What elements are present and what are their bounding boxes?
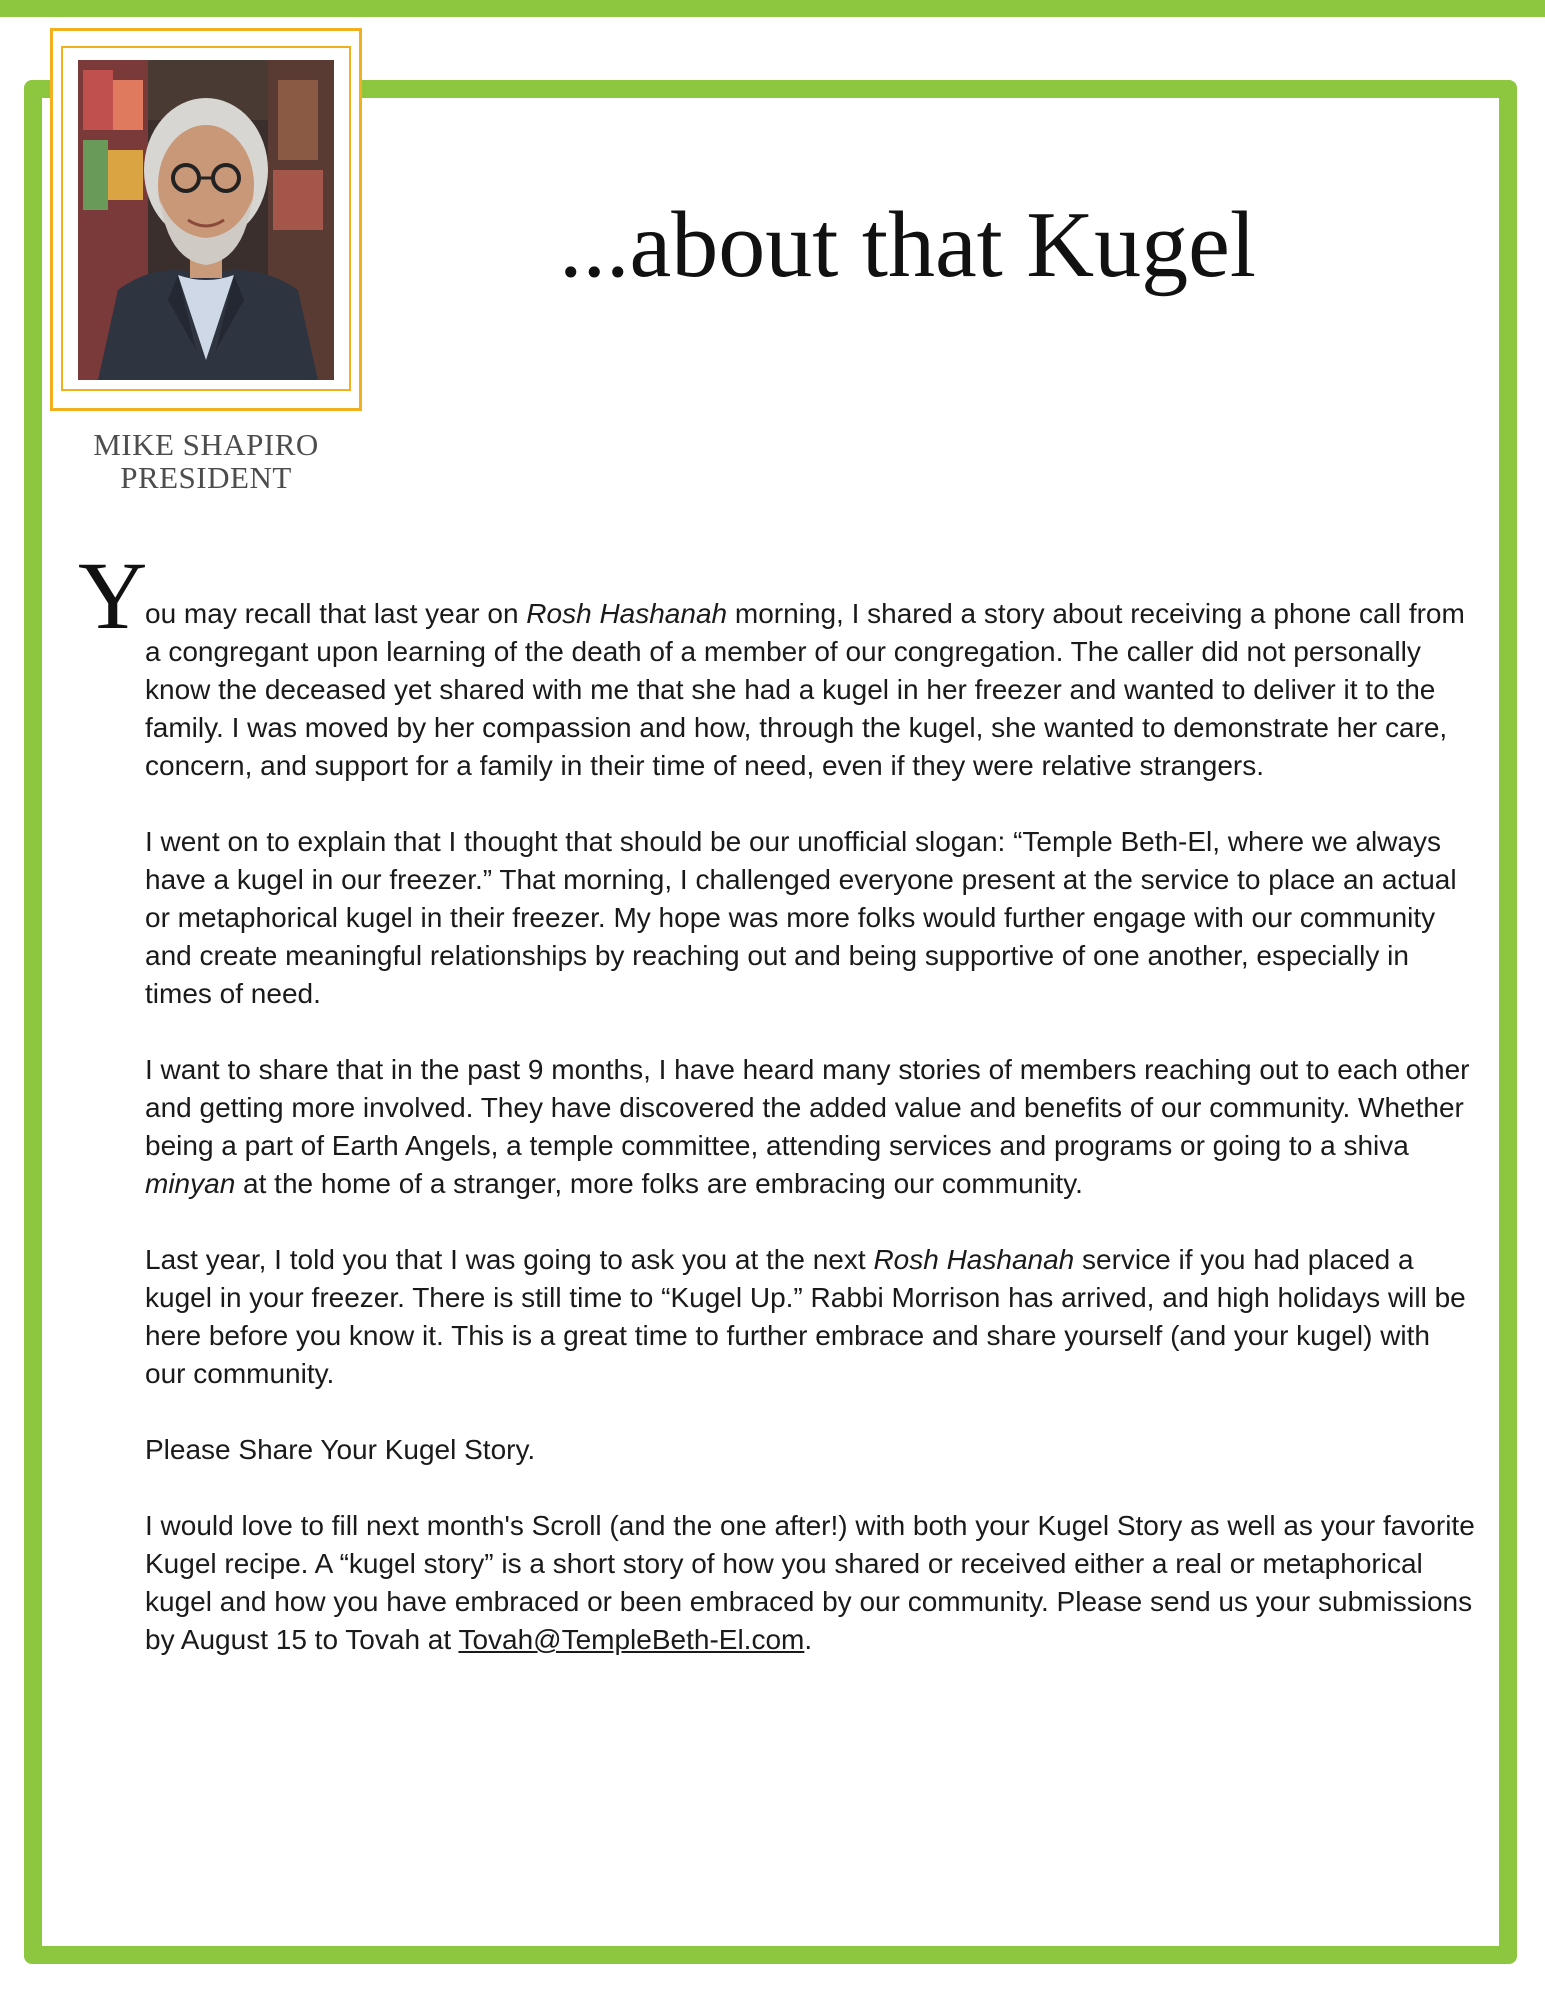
paragraph-1: [145, 595, 1475, 785]
paragraph-1-text-b: morning, I shared a story about receiving a phone call from a congregant upon learning of the death of a member of our congregation. The caller did not personally know the deceased yet shared with me that she had a kugel in her freezer and wanted to deliver it to the family. I was moved by her compassion and how, through the kugel, she wanted to demonstrate her care, concern, and support for a family in their time of need, even if they were relative strangers.: [145, 598, 1465, 781]
author-portrait: [78, 60, 334, 380]
drop-cap: Y: [78, 542, 148, 649]
paragraph-5: Please Share Your Kugel Story.: [145, 1434, 536, 1465]
paragraph-1-text-a: ou may recall that last year on: [145, 598, 527, 629]
paragraph-3-emphasis: minyan: [145, 1168, 236, 1199]
author-name: MIKE SHAPIRO: [93, 427, 319, 462]
paragraph-4-text-a: Last year, I told you that I was going to ask you at the next: [145, 1244, 874, 1275]
paragraph-2: I went on to explain that I thought that should be our unofficial slogan: “Temple Beth-El, where we always have a kugel in our freezer.” That morning, I challenged everyone present at the service to place an actual or metaphorical kugel in their freezer. My hope was more folks would further engage with our community and create meaningful relationships by reaching out and being supportive of one another, especially in times of need.: [145, 826, 1457, 1009]
author-caption: [50, 428, 362, 494]
email-link[interactable]: Tovah@TempleBeth-El.com: [458, 1624, 805, 1655]
page-title: ...about that Kugel: [558, 193, 1256, 297]
top-border-bar: [0, 0, 1545, 17]
paragraph-4-emphasis: Rosh Hashanah: [873, 1244, 1075, 1275]
paragraph-4: [145, 1241, 1475, 1393]
paragraph-3: [145, 1051, 1475, 1203]
paragraph-6-text-b: .: [804, 1624, 813, 1655]
paragraph-6: [145, 1507, 1475, 1659]
paragraph-4-text-b: service if you had placed a kugel in your freezer. There is still time to “Kugel Up.” Rabbi Morrison has arrived, and high holidays will be here before you know it. This is a great time to further embrace and share yourself (and your kugel) with our community.: [145, 1244, 1466, 1389]
article-body: [145, 595, 1475, 1697]
paragraph-3-text-b: at the home of a stranger, more folks are embracing our community.: [235, 1168, 1083, 1199]
paragraph-1-emphasis: Rosh Hashanah: [526, 598, 728, 629]
paragraph-3-text-a: I want to share that in the past 9 months, I have heard many stories of members reaching out to each other and getting more involved. They have discovered the added value and benefits of our community. Whether being a part of Earth Angels, a temple committee, attending services and programs or going to a shiva: [145, 1054, 1470, 1161]
paragraph-6-text-a: I would love to fill next month's Scroll (and the one after!) with both your Kugel Story as well as your favorite Kugel recipe. A “kugel story” is a short story of how you shared or received either a real or metaphorical kugel and how you have embraced or been embraced by our community. Please send us your submissions by August 15 to Tovah at: [145, 1510, 1475, 1655]
author-role: PRESIDENT: [120, 460, 292, 495]
